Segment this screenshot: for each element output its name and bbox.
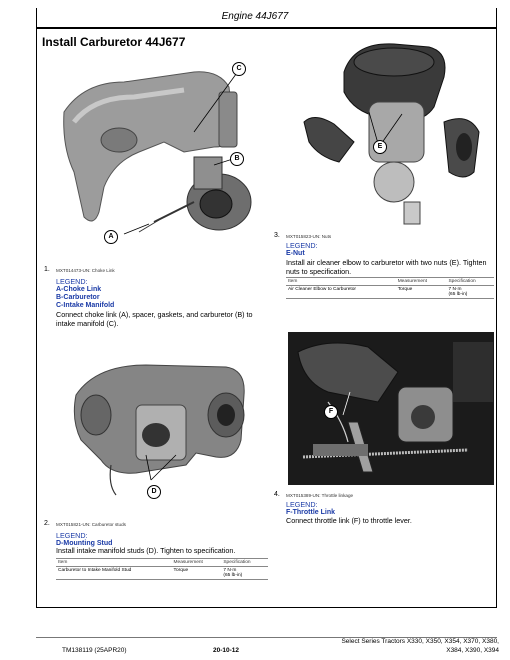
step2-spec-table xyxy=(56,558,268,580)
step3-legend-e: E-Nut xyxy=(286,250,305,257)
th-measurement: Measurement xyxy=(172,559,222,567)
step3-caption: MXT015823-UN: Nuts xyxy=(286,234,332,239)
td-item: Air Cleaner Elbow to Carburetor xyxy=(286,286,396,299)
step4-caption: MXT015389-UN: Throttle linkage xyxy=(286,493,354,498)
throttle-link-illustration xyxy=(288,332,494,485)
step2-caption: MXT015821-UN: Carburetor studs xyxy=(56,522,126,527)
step3-spec-table xyxy=(286,277,494,299)
footer-series-line1: Select Series Tractors X330, X350, X354, X370, X380, xyxy=(341,638,499,645)
step4-legend-f: F-Throttle Link xyxy=(286,509,335,516)
callout-e: E xyxy=(373,140,387,154)
td-measurement: Torque xyxy=(172,567,222,580)
step3-description: Install air cleaner elbow to carburetor with two nuts (E). Tighten nuts to specification. xyxy=(286,258,487,276)
step1-legend-b: B-Carburetor xyxy=(56,294,100,301)
spec-imperial: (65 lb-in) xyxy=(223,573,243,578)
step1-description: Connect choke link (A), spacer, gaskets, and carburetor (B) to intake manifold (C). xyxy=(56,310,253,328)
air-cleaner-elbow-illustration xyxy=(284,32,494,227)
step3-legend-title: LEGEND: xyxy=(286,241,318,250)
step1-legend-c: C-Intake Manifold xyxy=(56,302,115,309)
step1-photo xyxy=(44,52,262,262)
step4-number: 4. xyxy=(274,491,280,498)
step4-description: Connect throttle link (F) to throttle lever. xyxy=(286,516,412,525)
step2-legend-title: LEGEND: xyxy=(56,531,88,540)
step4-photo xyxy=(288,332,494,485)
td-specification xyxy=(446,286,494,299)
th-item: Item xyxy=(56,559,172,567)
section-title: Install Carburetor 44J677 xyxy=(42,35,186,49)
th-specification: Specification xyxy=(221,559,268,567)
callout-b: B xyxy=(230,152,244,166)
step1-number: 1. xyxy=(44,266,50,273)
callout-a: A xyxy=(104,230,118,244)
footer-page-number: 20-10-12 xyxy=(213,647,240,654)
step2-legend-d: D-Mounting Stud xyxy=(56,540,113,547)
step3-photo xyxy=(284,32,494,227)
callout-d: D xyxy=(147,485,161,499)
step2-number: 2. xyxy=(44,520,50,527)
step4-legend-title: LEGEND: xyxy=(286,500,318,509)
step1-caption: MXT014473-UN: Choke Link xyxy=(56,268,115,273)
th-measurement: Measurement xyxy=(396,278,447,286)
page-header-title: Engine 44J677 xyxy=(221,11,289,22)
step3-number: 3. xyxy=(274,232,280,239)
th-specification: Specification xyxy=(446,278,494,286)
step2-description: Install intake manifold studs (D). Tighten to specification. xyxy=(56,546,236,555)
callout-f: F xyxy=(324,405,338,419)
spec-metric: 7 N·m xyxy=(223,568,237,573)
footer-series-line2: X384, X390, X394 xyxy=(446,647,499,654)
td-measurement: Torque xyxy=(396,286,447,299)
footer-doc-id: TM138119 (25APR20) xyxy=(62,647,127,654)
step1-legend-title: LEGEND: xyxy=(56,277,88,286)
td-item: Carburetor to Intake Manifold Stud xyxy=(56,567,172,580)
spec-imperial: (65 lb-in) xyxy=(448,292,468,297)
td-specification xyxy=(221,567,268,580)
callout-c: C xyxy=(232,62,246,76)
th-item: Item xyxy=(286,278,396,286)
spec-metric: 7 N·m xyxy=(448,287,462,292)
step2-photo xyxy=(56,345,256,515)
step1-legend-a: A-Choke Link xyxy=(56,286,102,293)
